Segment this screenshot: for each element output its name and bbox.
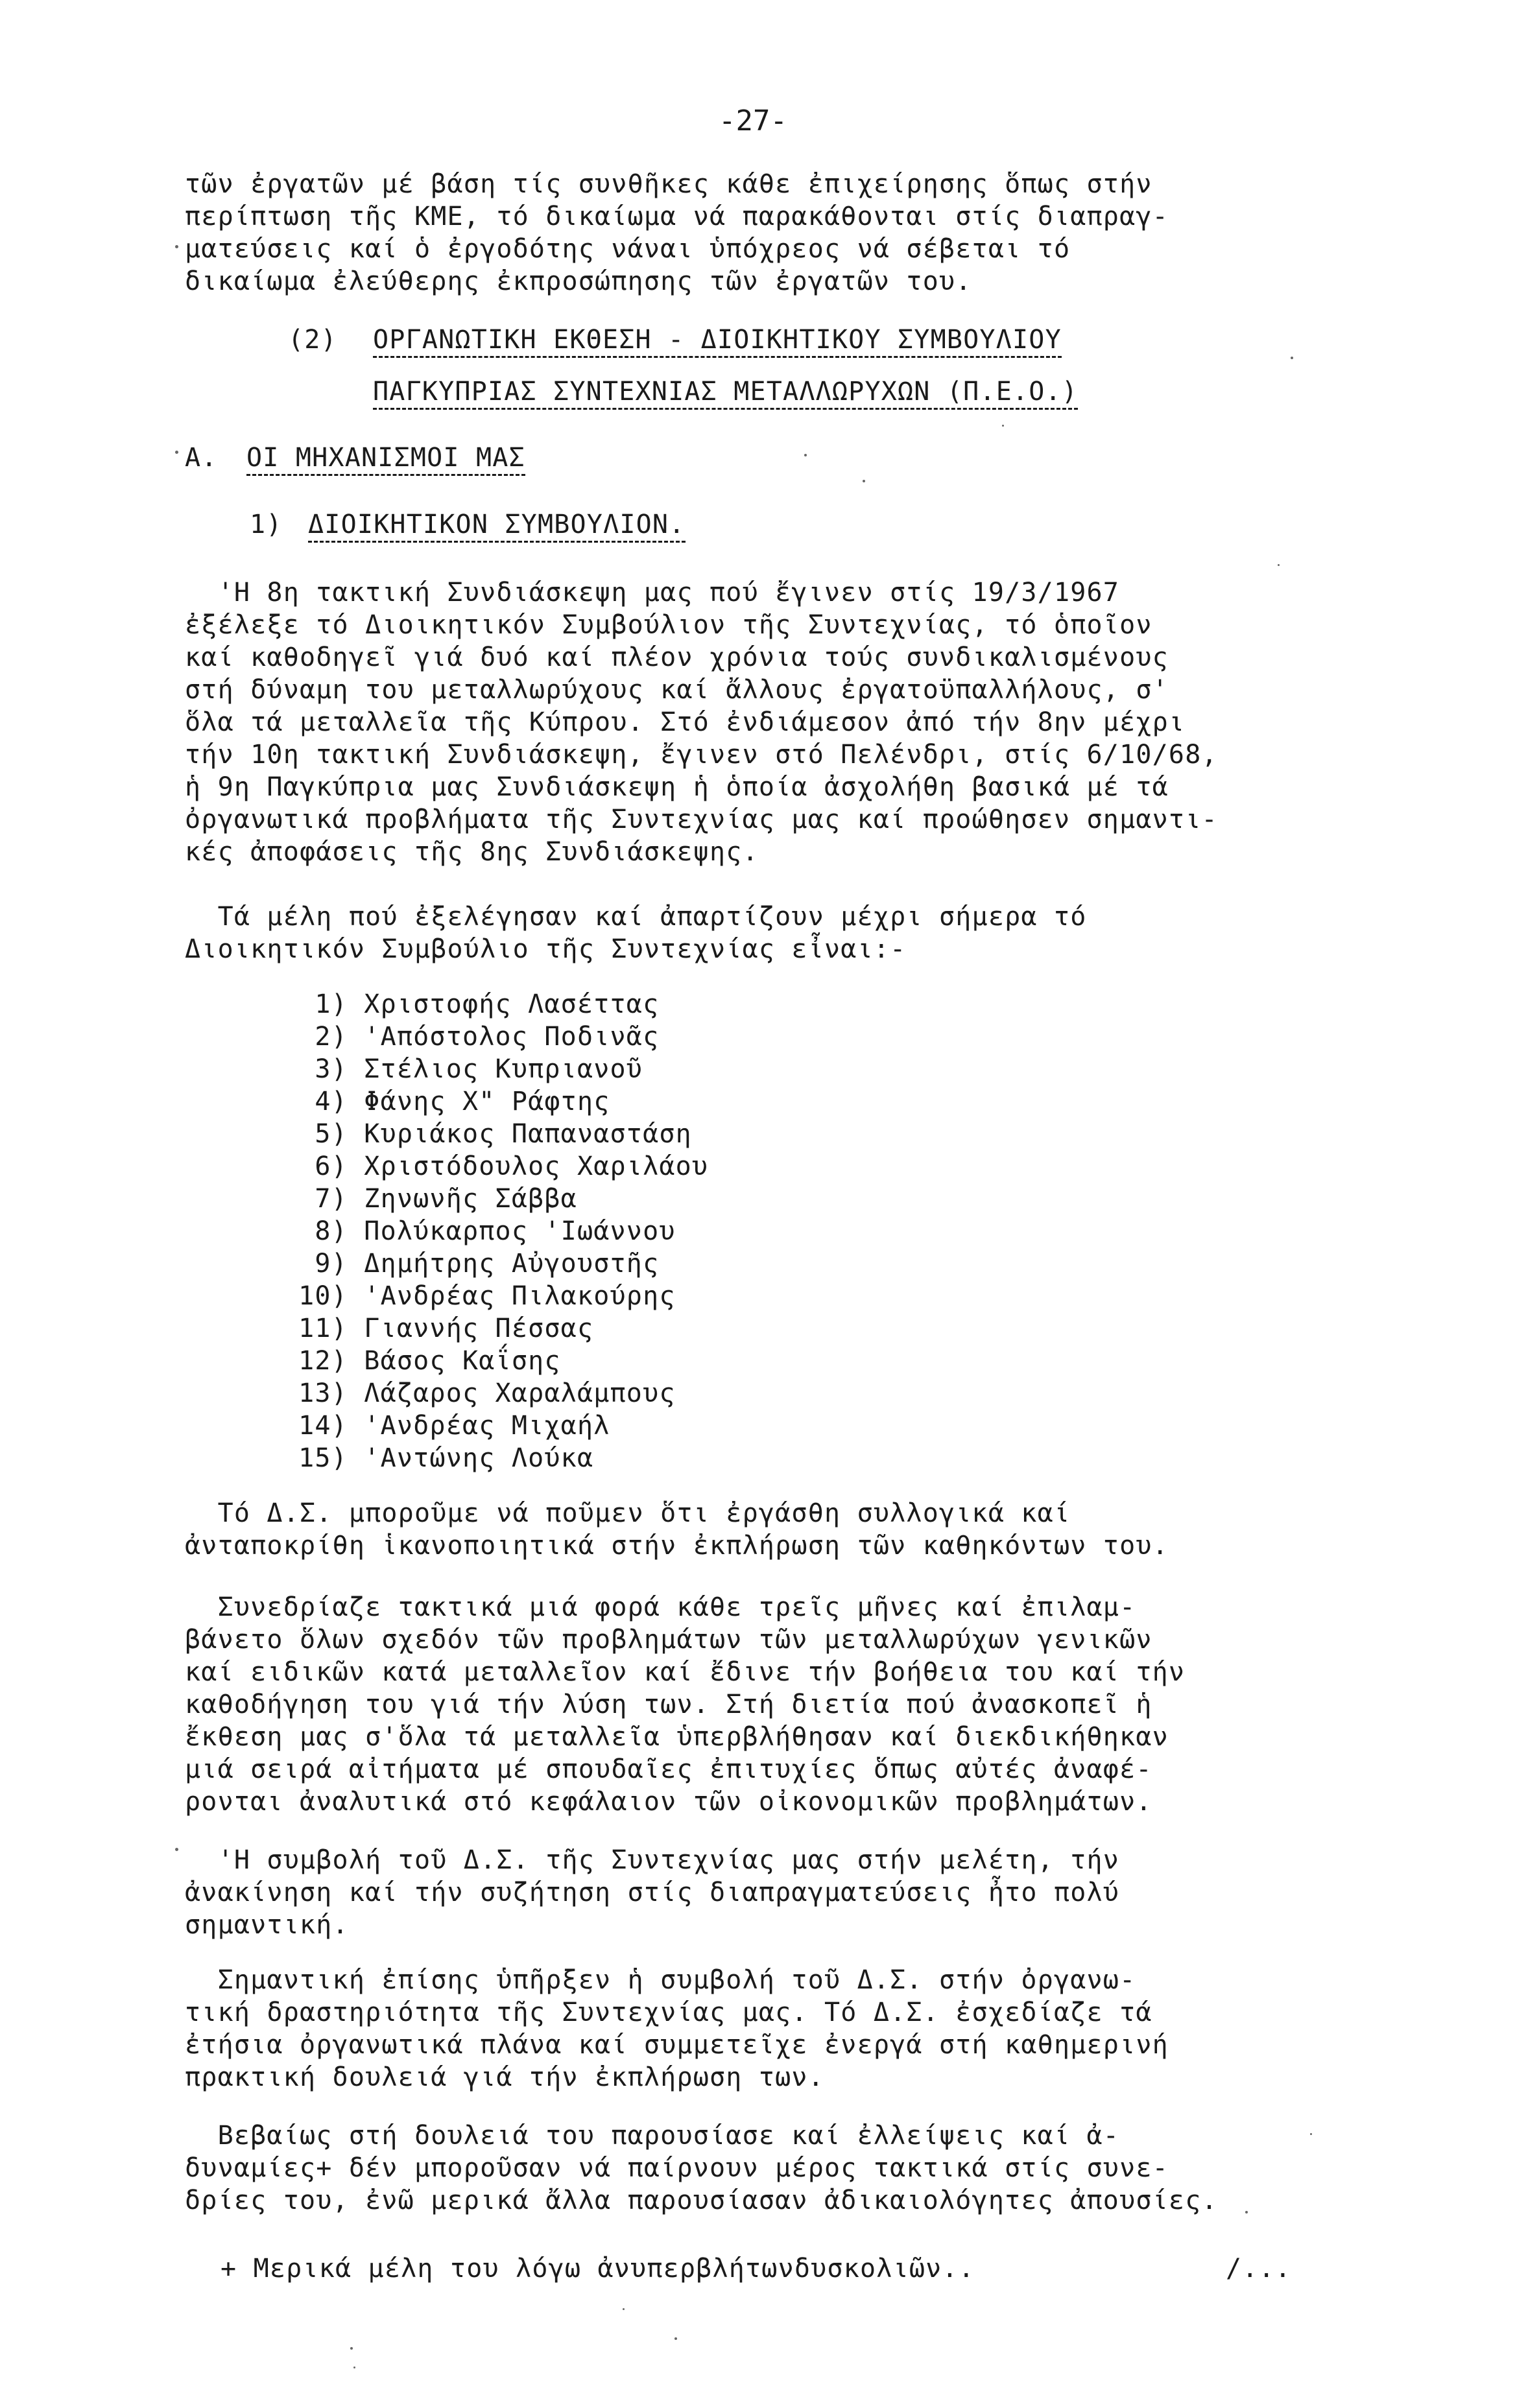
section-heading-line2 xyxy=(373,376,1078,407)
scan-speck xyxy=(863,480,865,482)
scan-speck xyxy=(1278,564,1280,566)
page-number: -27- xyxy=(719,104,787,137)
scan-speck xyxy=(175,1848,178,1851)
member-list-item xyxy=(285,1345,561,1376)
paragraph6-line: πρακτική δουλειά γιά τήν ἐκπλήρωση των. xyxy=(185,2062,824,2092)
member-list-item xyxy=(285,1378,676,1409)
paragraph3-line: ἀνταποκρίθη ἱκανοποιητικά στήν ἐκπλήρωση τῶν καθηκόντων του. xyxy=(185,1531,1169,1561)
scan-speck xyxy=(623,2308,625,2310)
paragraph7-line: Βεβαίως στή δουλειά του παρουσίασε καί ἐλλείψεις καί ἀ- xyxy=(185,2121,1120,2151)
member-list-item xyxy=(285,1054,643,1085)
member-number: 12) xyxy=(298,1346,348,1376)
scan-speck xyxy=(1245,2211,1248,2213)
paragraph6-line: ἐτήσια ὀργανωτικά πλάνα καί συμμετεῖχε ἐνεργά στή καθημερινή xyxy=(185,2030,1169,2060)
member-name: Λάζαρος Χαραλάμπους xyxy=(364,1378,676,1408)
paragraph1-line: καί καθοδηγεῖ γιά δυό καί πλέον χρόνια τούς συνδικαλισμένους xyxy=(185,643,1169,672)
member-list-item xyxy=(285,1151,708,1182)
paragraph4-line: βάνετο ὅλων σχεδόν τῶν προβλημάτων τῶν μεταλλωρύχων γενικῶν xyxy=(185,1625,1152,1655)
paragraph2-line: Διοικητικόν Συμβούλιο τῆς Συντεχνίας εἶναι:- xyxy=(185,934,907,964)
paragraph1-line: κές ἀποφάσεις τῆς 8ης Συνδιάσκεψης. xyxy=(185,837,759,867)
member-name: Φάνης Χ" Ράφτης xyxy=(364,1087,610,1116)
paragraph4-line: Συνεδρίαζε τακτικά μιά φορά κάθε τρεῖς μῆνες καί ἐπιλαμ- xyxy=(185,1592,1136,1622)
paragraph1-line: 'Η 8η τακτική Συνδιάσκεψη μας πού ἔγινεν στίς 19/3/1967 xyxy=(185,578,1120,608)
subsection-a-label: Α. xyxy=(185,443,218,473)
paragraph5-line: 'Η συμβολή τοῦ Δ.Σ. τῆς Συντεχνίας μας στήν μελέτη, τήν xyxy=(185,1845,1120,1875)
section-heading-line1 xyxy=(373,324,1062,355)
member-name: Χριστοφής Λασέττας xyxy=(364,989,660,1019)
scan-speck xyxy=(804,454,807,456)
member-list-item xyxy=(285,1443,593,1474)
paragraph7-line: δυναμίες+ δέν μποροῦσαν νά παίρνουν μέρος τακτικά στίς συνε- xyxy=(185,2153,1169,2183)
footnote: + Μερικά μέλη του λόγω ἀνυπερβλήτωνδυσκολιῶν.. xyxy=(221,2254,975,2284)
paragraph4-line: ἔκθεση μας σ'ὅλα τά μεταλλεῖα ὑπερβλήθησαν καί διεκδικήθηκαν xyxy=(185,1722,1169,1752)
member-list-item xyxy=(285,1183,577,1214)
member-list-item xyxy=(285,1248,659,1279)
member-name: 'Ανδρέας Μιχαήλ xyxy=(364,1411,610,1441)
member-number: 10) xyxy=(298,1281,348,1311)
subsection-a-title-text: ΟΙ ΜΗΧΑΝΙΣΜΟΙ ΜΑΣ xyxy=(246,443,525,476)
section-heading-number: (2) xyxy=(288,325,337,355)
intro-line: ματεύσεις καί ὁ ἐργοδότης νάναι ὑπόχρεος νά σέβεται τό xyxy=(185,234,1071,264)
subsection-1-title xyxy=(308,509,686,540)
intro-line: δικαίωμα ἐλεύθερης ἐκπροσώπησης τῶν ἐργατῶν του. xyxy=(185,266,972,296)
scan-speck xyxy=(1310,2133,1312,2135)
paragraph2-line: Τά μέλη πού ἐξελέγησαν καί ἀπαρτίζουν μέχρι σήμερα τό xyxy=(185,902,1087,932)
member-name: Κυριάκος Παπαναστάση xyxy=(364,1119,692,1149)
member-number: 13) xyxy=(298,1378,348,1408)
member-number: 1) xyxy=(315,989,348,1019)
member-name: 'Αντώνης Λούκα xyxy=(364,1443,594,1473)
paragraph4-line: μιά σειρά αἰτήματα μέ σπουδαῖες ἐπιτυχίες ὅπως αὐτές ἀναφέ- xyxy=(185,1754,1152,1784)
section-heading-line2-text: ΠΑΓΚΥΠΡΙΑΣ ΣΥΝΤΕΧΝΙΑΣ ΜΕΤΑΛΛΩΡΥΧΩΝ (Π.Ε.Ο.) xyxy=(373,377,1078,410)
subsection-a-title xyxy=(246,442,525,473)
member-name: Δημήτρης Αὐγουστῆς xyxy=(364,1249,660,1279)
scan-speck xyxy=(353,2367,355,2368)
scan-speck xyxy=(175,451,178,454)
paragraph1-line: ὅλα τά μεταλλεῖα τῆς Κύπρου. Στό ἐνδιάμεσον ἀπό τήν 8ην μέχρι xyxy=(185,707,1186,737)
member-number: 2) xyxy=(315,1022,348,1052)
member-name: Πολύκαρπος 'Ιωάννου xyxy=(364,1216,676,1246)
member-number: 4) xyxy=(315,1087,348,1116)
member-name: Στέλιος Κυπριανοῦ xyxy=(364,1054,643,1084)
scan-speck xyxy=(1002,425,1004,427)
member-list-item xyxy=(285,1281,676,1312)
member-name: 'Ανδρέας Πιλακούρης xyxy=(364,1281,676,1311)
member-name: Ζηνωνῆς Σάββα xyxy=(364,1184,577,1214)
paragraph3-line: Τό Δ.Σ. μποροῦμε νά ποῦμεν ὅτι ἐργάσθη συλλογικά καί xyxy=(185,1498,1071,1528)
scan-speck xyxy=(674,2337,677,2340)
subsection-1-title-text: ΔΙΟΙΚΗΤΙΚΟΝ ΣΥΜΒΟΥΛΙΟΝ. xyxy=(308,510,686,543)
member-list-item xyxy=(285,1313,593,1344)
paragraph6-line: Σημαντική ἐπίσης ὑπῆρξεν ἡ συμβολή τοῦ Δ.Σ. στήν ὀργανω- xyxy=(185,1965,1136,1995)
paragraph7-line: δρίες του, ἐνῶ μερικά ἄλλα παρουσίασαν ἀδικαιολόγητες ἀπουσίες. xyxy=(185,2186,1218,2215)
member-list-item xyxy=(285,1021,659,1052)
paragraph6-line: τική δραστηριότητα τῆς Συντεχνίας μας. Τό Δ.Σ. ἐσχεδίαζε τά xyxy=(185,1998,1152,2027)
member-list-item xyxy=(285,989,659,1020)
member-list-item xyxy=(285,1410,610,1441)
intro-line: περίπτωση τῆς ΚΜΕ, τό δικαίωμα νά παρακάθονται στίς διαπραγ- xyxy=(185,202,1169,231)
member-number: 5) xyxy=(315,1119,348,1149)
paragraph4-line: ρονται ἀναλυτικά στό κεφάλαιον τῶν οἰκονομικῶν προβλημάτων. xyxy=(185,1787,1152,1817)
member-number: 7) xyxy=(315,1184,348,1214)
member-list-item xyxy=(285,1118,692,1150)
member-list-item xyxy=(285,1216,676,1247)
paragraph1-line: ἡ 9η Παγκύπρια μας Συνδιάσκεψη ἡ ὁποία ἀσχολήθη βασικά μέ τά xyxy=(185,772,1169,802)
member-number: 3) xyxy=(315,1054,348,1084)
subsection-1-label: 1) xyxy=(250,510,283,539)
member-number: 8) xyxy=(315,1216,348,1246)
scan-speck xyxy=(350,2347,353,2350)
paragraph4-line: καί ειδικῶν κατά μεταλλεῖον καί ἔδινε τήν βοήθεια του καί τήν xyxy=(185,1657,1186,1687)
scan-speck xyxy=(1291,357,1293,359)
member-name: 'Απόστολος Ποδινᾶς xyxy=(364,1022,660,1052)
scan-speck xyxy=(175,245,178,248)
member-name: Βάσος Καΐσης xyxy=(364,1346,561,1376)
member-number: 11) xyxy=(298,1314,348,1343)
intro-line: τῶν ἐργατῶν μέ βάση τίς συνθῆκες κάθε ἐπιχείρησης ὅπως στήν xyxy=(185,169,1152,199)
paragraph1-line: ἐξέλεξε τό Διοικητικόν Συμβούλιον τῆς Συντεχνίας, τό ὁποῖον xyxy=(185,610,1152,640)
footnote-continuation: /... xyxy=(1226,2254,1292,2284)
paragraph5-line: σημαντική. xyxy=(185,1910,349,1940)
member-number: 14) xyxy=(298,1411,348,1441)
paragraph1-line: τήν 10η τακτική Συνδιάσκεψη, ἔγινεν στό Πελένδρι, στίς 6/10/68, xyxy=(185,740,1218,770)
member-name: Γιαννής Πέσσας xyxy=(364,1314,594,1343)
member-number: 6) xyxy=(315,1151,348,1181)
paragraph4-line: καθοδήγηση του γιά τήν λύση των. Στή διετία πού ἀνασκοπεῖ ἡ xyxy=(185,1690,1152,1719)
paragraph1-line: στή δύναμη του μεταλλωρύχους καί ἄλλους ἐργατοϋπαλλήλους, σ' xyxy=(185,675,1169,705)
paragraph1-line: ὀργανωτικά προβλήματα τῆς Συντεχνίας μας καί προώθησεν σημαντι- xyxy=(185,805,1218,834)
member-number: 15) xyxy=(298,1443,348,1473)
member-number: 9) xyxy=(315,1249,348,1279)
paragraph5-line: ἀνακίνηση καί τήν συζήτηση στίς διαπραγματεύσεις ἦτο πολύ xyxy=(185,1878,1120,1907)
member-name: Χριστόδουλος Χαριλάου xyxy=(364,1151,709,1181)
member-list-item xyxy=(285,1086,610,1117)
section-heading-line1-text: ΟΡΓΑΝΩΤΙΚΗ ΕΚΘΕΣΗ - ΔΙΟΙΚΗΤΙΚΟΥ ΣΥΜΒΟΥΛΙΟΥ xyxy=(373,325,1062,358)
